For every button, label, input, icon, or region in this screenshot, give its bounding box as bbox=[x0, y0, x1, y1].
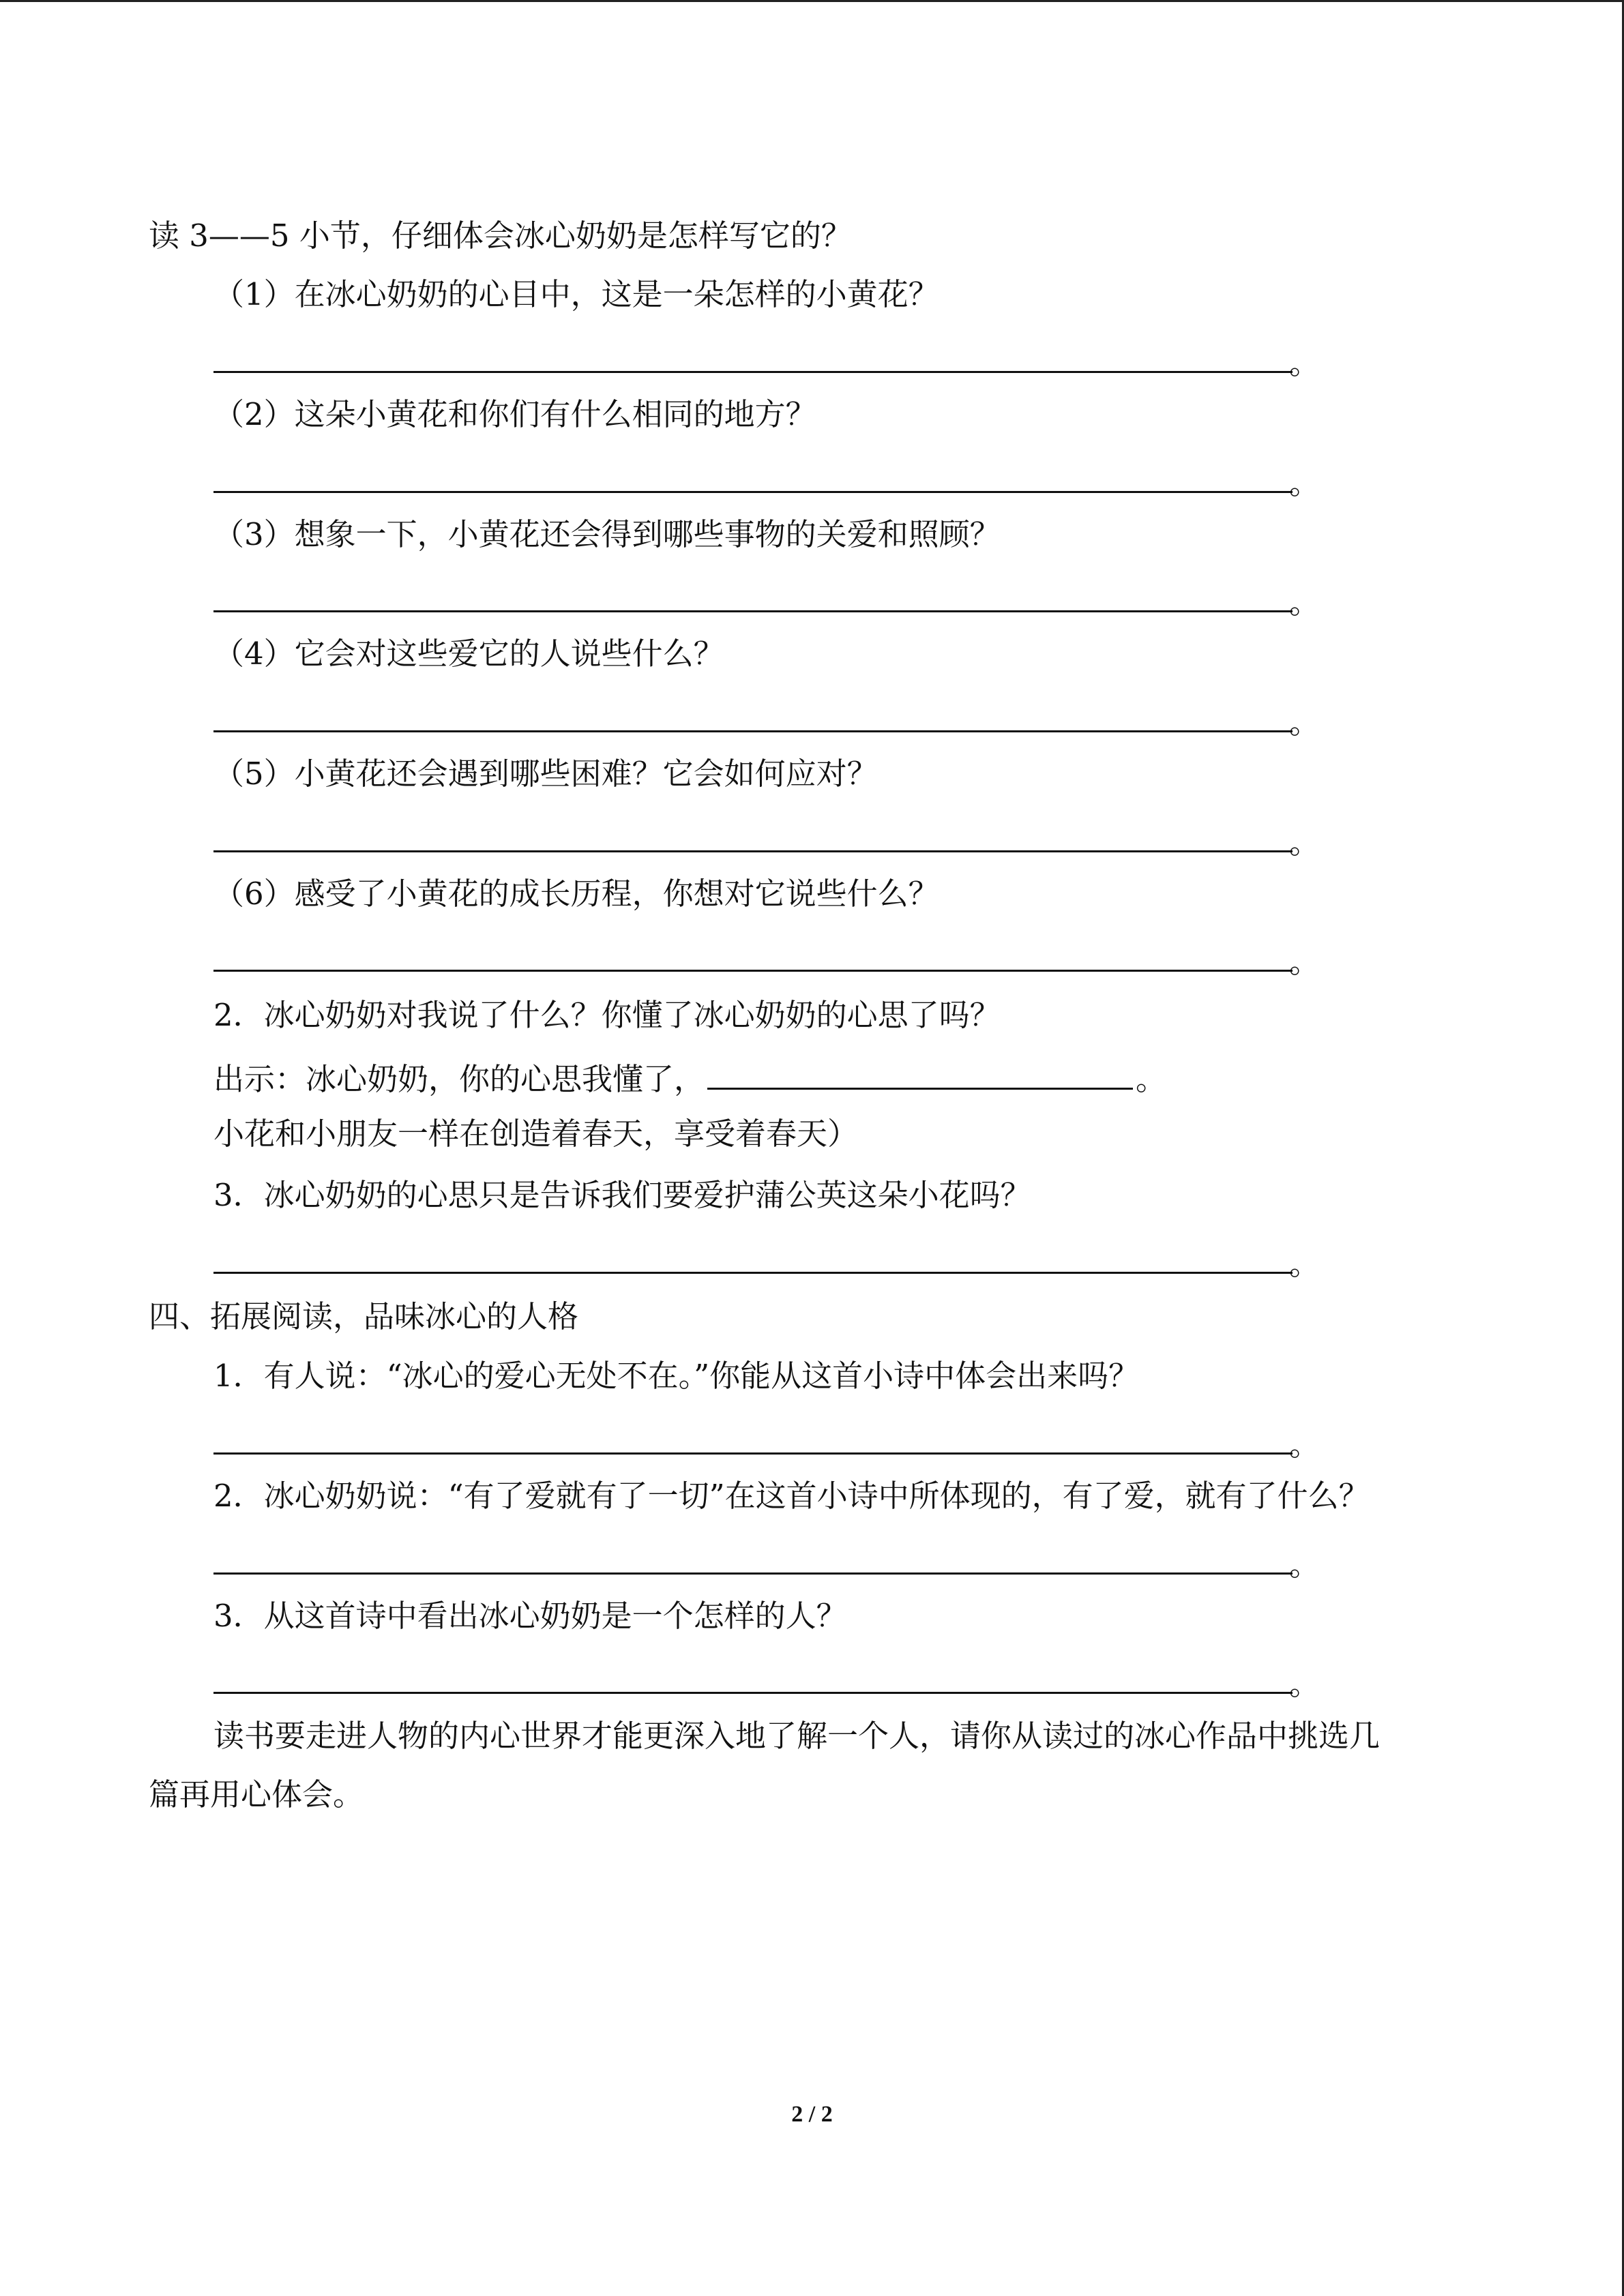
answer-line-2[interactable]: 。 bbox=[213, 459, 1293, 498]
note-text: 小花和小朋友一样在创造着春天，享受着春天） bbox=[213, 1116, 859, 1152]
display-blank[interactable] bbox=[707, 1058, 1133, 1090]
intro-text: 读 3——5 小节，仔细体会冰心奶奶是怎样写它的？ bbox=[149, 218, 852, 254]
question-q3: 3．冰心奶奶的心思只是告诉我们要爱护蒲公英这朵小花吗？ bbox=[213, 1177, 1031, 1213]
display-line bbox=[213, 1058, 1166, 1099]
answer-line-4[interactable]: 。 bbox=[213, 698, 1293, 738]
display-suffix: 。 bbox=[1136, 1061, 1167, 1097]
question-3: （3）想象一下，小黄花还会得到哪些事物的关爱和照顾？ bbox=[213, 516, 1001, 552]
answer-line-5[interactable]: 。 bbox=[213, 818, 1293, 858]
section4-item-2: 2．冰心奶奶说：“有了爱就有了一切”在这首小诗中所体现的，有了爱，就有了什么？ bbox=[213, 1478, 1370, 1514]
answer-line-1[interactable]: 。 bbox=[213, 339, 1293, 378]
section4-item-1: 1．有人说：“冰心的爱心无处不在。”你能从这首小诗中体会出来吗？ bbox=[213, 1358, 1140, 1394]
question-q2: 2．冰心奶奶对我说了什么？你懂了冰心奶奶的心思了吗？ bbox=[213, 997, 1001, 1033]
closing-line-1: 读书要走进人物的内心世界才能更深入地了解一个人，请你从读过的冰心作品中挑选几 bbox=[213, 1718, 1381, 1754]
question-6: （6）感受了小黄花的成长历程，你想对它说些什么？ bbox=[213, 876, 939, 912]
answer-line-s4-1[interactable]: 。 bbox=[213, 1420, 1293, 1460]
answer-line-s4-3[interactable]: 。 bbox=[213, 1660, 1293, 1699]
page-number: 2 / 2 bbox=[791, 2102, 833, 2127]
page-border-top bbox=[0, 0, 1624, 2]
answer-line-6[interactable]: 。 bbox=[213, 938, 1293, 977]
section4-item-3: 3．从这首诗中看出冰心奶奶是一个怎样的人？ bbox=[213, 1598, 847, 1634]
question-2: （2）这朵小黄花和你们有什么相同的地方？ bbox=[213, 396, 816, 432]
answer-line-s4-2[interactable]: 。 bbox=[213, 1540, 1293, 1580]
display-prefix: 出示：冰心奶奶，你的心思我懂了， bbox=[213, 1061, 705, 1097]
answer-line-q3[interactable]: 。 bbox=[213, 1240, 1293, 1279]
section4-heading: 四、拓展阅读，品味冰心的人格 bbox=[149, 1298, 579, 1335]
question-5: （5）小黄花还会遇到哪些困难？它会如何应对？ bbox=[213, 756, 878, 792]
question-1: （1）在冰心奶奶的心目中，这是一朵怎样的小黄花？ bbox=[213, 276, 939, 312]
question-4: （4）它会对这些爱它的人说些什么？ bbox=[213, 636, 724, 672]
closing-line-2: 篇再用心体会。 bbox=[149, 1776, 364, 1813]
answer-line-3[interactable]: 。 bbox=[213, 578, 1293, 618]
